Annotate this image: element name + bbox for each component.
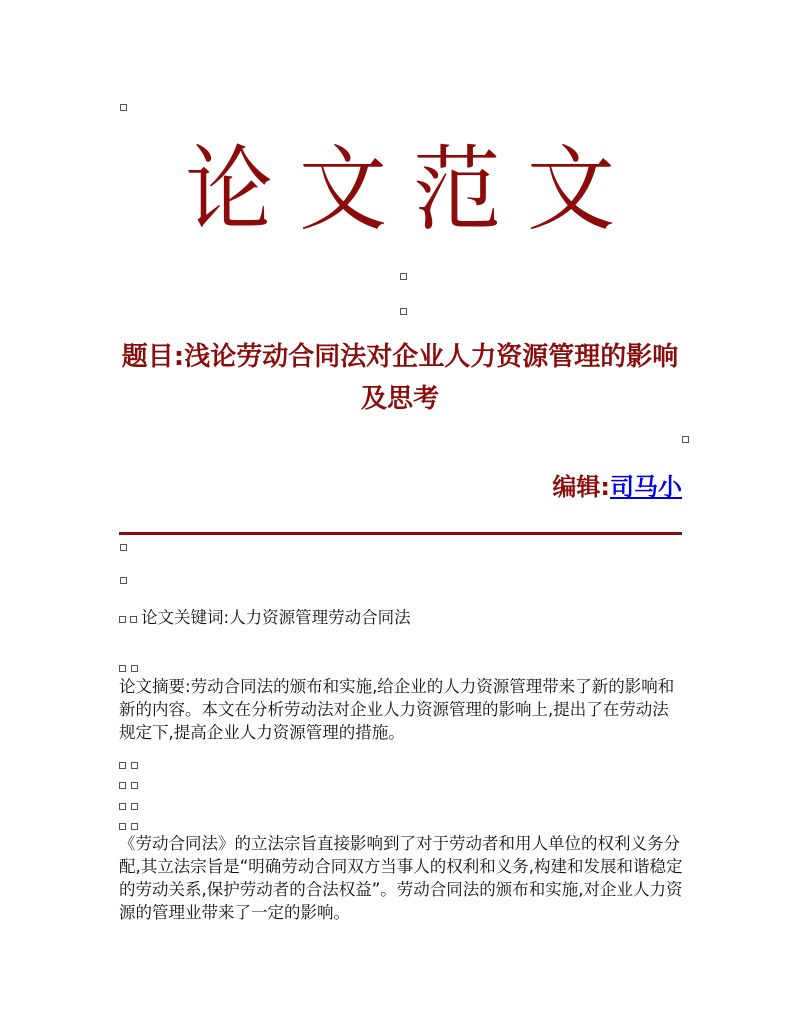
- placeholder-glyph: [120, 577, 127, 584]
- editor-line: [552, 467, 682, 502]
- keywords-label: 论文关键词:: [141, 608, 230, 627]
- placeholder-glyph: [120, 104, 127, 111]
- placeholder-glyph: [119, 616, 126, 623]
- placeholder-glyph: [119, 762, 126, 769]
- placeholder-glyph: [400, 308, 407, 315]
- placeholder-glyph: [131, 762, 138, 769]
- placeholder-glyph: [119, 665, 126, 672]
- placeholder-glyph: [119, 823, 126, 830]
- placeholder-glyph: [119, 803, 126, 810]
- abstract-label: 论文摘要:: [119, 677, 191, 696]
- body-paragraph: 《劳动合同法》的立法宗旨直接影响到了对于劳动者和用人单位的权利义务分配,其立法宗旨是“明确劳动合同双方当事人的权利和义务,构建和发展和谐稳定的劳动关系,保护劳动者的合法权益”。劳动合同法的颁布和实施,对企业人力资源的管理业带来了一定的影响。: [119, 834, 683, 922]
- editor-link[interactable]: 司马小: [610, 473, 682, 501]
- placeholder-glyph-row: [119, 774, 143, 786]
- keywords-paragraph: [119, 606, 684, 629]
- document-main-title: 论文范文: [184, 135, 641, 244]
- placeholder-glyph: [131, 665, 138, 672]
- title-text: 浅论劳动合同法对企业人力资源管理的影响及思考: [184, 342, 679, 414]
- placeholder-glyph-row: [119, 795, 143, 807]
- placeholder-glyph: [131, 782, 138, 789]
- placeholder-glyph: [131, 823, 138, 830]
- paper-title: [115, 336, 685, 420]
- placeholder-glyph: [130, 616, 137, 623]
- placeholder-glyph-row: [119, 657, 143, 669]
- placeholder-glyph-row: [119, 815, 143, 827]
- placeholder-glyph: [120, 544, 127, 551]
- placeholder-glyph: [682, 436, 689, 443]
- placeholder-glyph: [400, 273, 407, 280]
- placeholder-glyph-row: [119, 754, 143, 766]
- abstract-text: 劳动合同法的颁布和实施,给企业的人力资源管理带来了新的影响和新的内容。本文在分析劳动法对企业人力资源管理的影响上,提出了在劳动法规定下,提高企业人力资源管理的措施。: [119, 677, 675, 742]
- divider: [119, 532, 682, 535]
- editor-label: 编辑:: [552, 473, 610, 501]
- placeholder-glyph: [119, 782, 126, 789]
- abstract-paragraph: [119, 675, 684, 744]
- placeholder-glyph: [131, 803, 138, 810]
- title-label: 题目:: [121, 342, 185, 372]
- keywords-text: 人力资源管理劳动合同法: [229, 608, 411, 627]
